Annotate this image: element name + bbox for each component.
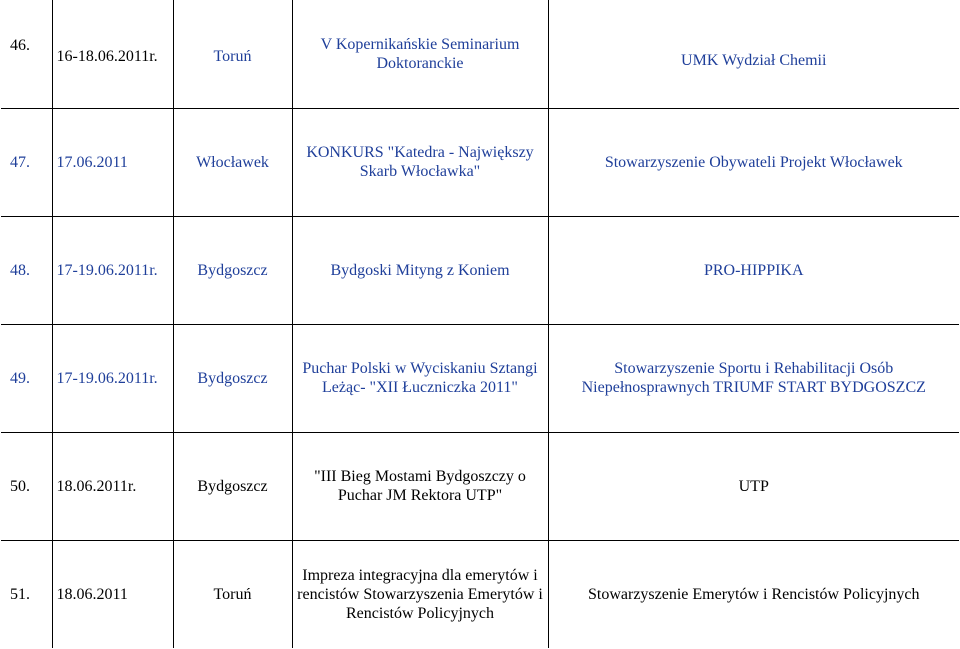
event-date: 17.06.2011	[52, 108, 173, 216]
event-city: Toruń	[173, 540, 292, 648]
table-row	[1, 216, 959, 324]
event-organizer: Stowarzyszenie Emerytów i Rencistów Policyjnych	[548, 540, 959, 648]
event-organizer: PRO-HIPPIKA	[548, 216, 959, 324]
event-name-text: "III Bieg Mostami Bydgoszczy o Puchar JM Rektora UTP"	[314, 468, 526, 504]
event-date: 18.06.2011	[52, 540, 173, 648]
event-city: Włocławek	[173, 108, 292, 216]
event-city: Bydgoszcz	[173, 432, 292, 540]
row-number: 50.	[1, 432, 52, 540]
event-organizer-text: Stowarzyszenie Sportu i Rehabilitacji Osób Niepełnosprawnych TRIUMF START BYDGOSZCZ	[581, 360, 926, 396]
event-name-text: Impreza integracyjna dla emerytów i rencistów Stowarzyszenia Emerytów i Rencistów Policyjnych	[297, 566, 543, 622]
event-name	[292, 108, 548, 216]
event-date: 17-19.06.2011r.	[52, 324, 173, 432]
event-city: Bydgoszcz	[173, 324, 292, 432]
event-name	[292, 432, 548, 540]
table-row	[1, 324, 959, 432]
event-date: 16-18.06.2011r.	[52, 0, 173, 108]
events-table	[1, 0, 959, 648]
event-name	[292, 324, 548, 432]
event-organizer	[548, 324, 959, 432]
event-name: Bydgoski Mityng z Koniem	[292, 216, 548, 324]
event-name	[292, 540, 548, 648]
table-row	[1, 0, 959, 108]
event-name	[292, 0, 548, 108]
event-organizer: UTP	[548, 432, 959, 540]
event-city: Toruń	[173, 0, 292, 108]
event-organizer: UMK Wydział Chemii	[548, 0, 959, 108]
table-row	[1, 432, 959, 540]
event-organizer: Stowarzyszenie Obywateli Projekt Włocławek	[548, 108, 959, 216]
row-number: 49.	[1, 324, 52, 432]
event-name-text: KONKURS "Katedra - Największy Skarb Włocławka"	[306, 144, 534, 180]
event-name-text: V Kopernikańskie Seminarium Doktoranckie	[320, 35, 520, 72]
event-city: Bydgoszcz	[173, 216, 292, 324]
row-number: 47.	[1, 108, 52, 216]
event-date: 18.06.2011r.	[52, 432, 173, 540]
event-name-text: Puchar Polski w Wyciskaniu Sztangi Leżąc- "XII Łuczniczka 2011"	[302, 360, 538, 396]
event-date: 17-19.06.2011r.	[52, 216, 173, 324]
table-row	[1, 540, 959, 648]
row-number: 51.	[1, 540, 52, 648]
row-number: 46.	[1, 0, 52, 108]
table-row	[1, 108, 959, 216]
row-number: 48.	[1, 216, 52, 324]
